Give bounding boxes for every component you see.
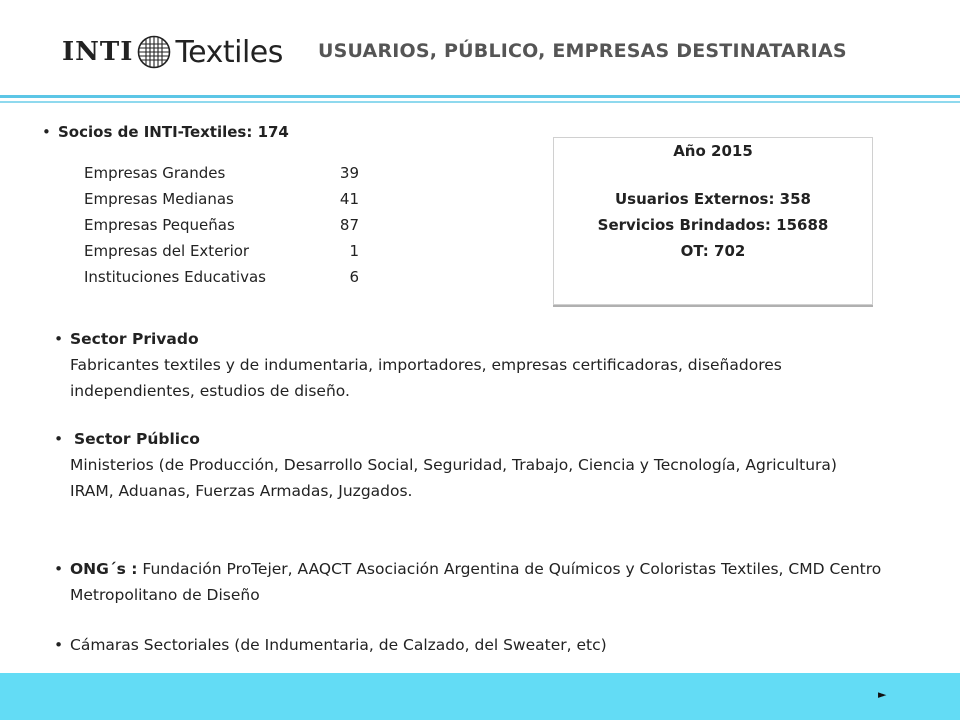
ong-section <box>70 556 890 608</box>
stats-servicios: Servicios Brindados: 15688 <box>597 216 829 234</box>
socios-row <box>84 160 359 186</box>
stats-ot: OT: 702 <box>680 242 746 260</box>
sector-publico-heading: • Sector Público <box>70 426 890 452</box>
socios-heading: • Socios de INTI-Textiles: 174 <box>58 123 289 141</box>
stats-spacer <box>554 164 872 186</box>
logo-grid-icon <box>137 35 171 69</box>
footer-bar <box>0 673 960 720</box>
logo-inti-text: INTI <box>62 37 134 67</box>
logo-textiles-text: Textiles <box>175 34 283 70</box>
sector-privado <box>70 326 890 404</box>
socios-row-label: Empresas Grandes <box>84 164 226 182</box>
socios-row-label: Empresas Medianas <box>84 190 234 208</box>
inti-textiles-logo <box>62 30 283 74</box>
socios-row-value: 41 <box>339 190 359 208</box>
socios-row <box>84 238 359 264</box>
socios-row-value: 87 <box>339 216 359 234</box>
socios-row-label: Empresas Pequeñas <box>84 216 235 234</box>
stats-box <box>553 137 873 305</box>
slide-header <box>0 0 960 92</box>
socios-row-label: Instituciones Educativas <box>84 268 266 286</box>
page-title: USUARIOS, PÚBLICO, EMPRESAS DESTINATARIAS <box>318 40 847 62</box>
header-divider-thin <box>0 101 960 103</box>
ong-text: Fundación ProTejer, AAQCT Asociación Argentina de Químicos y Coloristas Textiles, CMD Centro Metropolitano de Diseño <box>70 560 882 604</box>
camaras-text: Cámaras Sectoriales (de Indumentaria, de Calzado, del Sweater, etc) <box>70 636 607 654</box>
stats-year: Año 2015 <box>673 142 753 160</box>
sector-publico <box>70 426 890 504</box>
sector-privado-heading: • Sector Privado <box>70 326 890 352</box>
header-divider <box>0 95 960 98</box>
sector-publico-text-2: IRAM, Aduanas, Fuerzas Armadas, Juzgados. <box>70 482 413 500</box>
socios-row <box>84 186 359 212</box>
socios-row-value: 1 <box>349 242 359 260</box>
socios-row-value: 6 <box>349 268 359 286</box>
play-arrow-icon[interactable]: ► <box>878 688 887 701</box>
stats-usuarios: Usuarios Externos: 358 <box>614 190 811 208</box>
camaras-section <box>70 632 890 658</box>
sector-privado-text: Fabricantes textiles y de indumentaria, importadores, empresas certificadoras, diseñadores independientes, estudios de diseño. <box>70 356 782 400</box>
ong-heading: ONG´s : <box>70 560 138 578</box>
socios-table <box>84 160 359 290</box>
socios-row <box>84 264 359 290</box>
socios-row <box>84 212 359 238</box>
socios-row-value: 39 <box>339 164 359 182</box>
sector-publico-text: Ministerios (de Producción, Desarrollo Social, Seguridad, Trabajo, Ciencia y Tecnología, Agricultura) <box>70 456 837 474</box>
socios-row-label: Empresas del Exterior <box>84 242 250 260</box>
